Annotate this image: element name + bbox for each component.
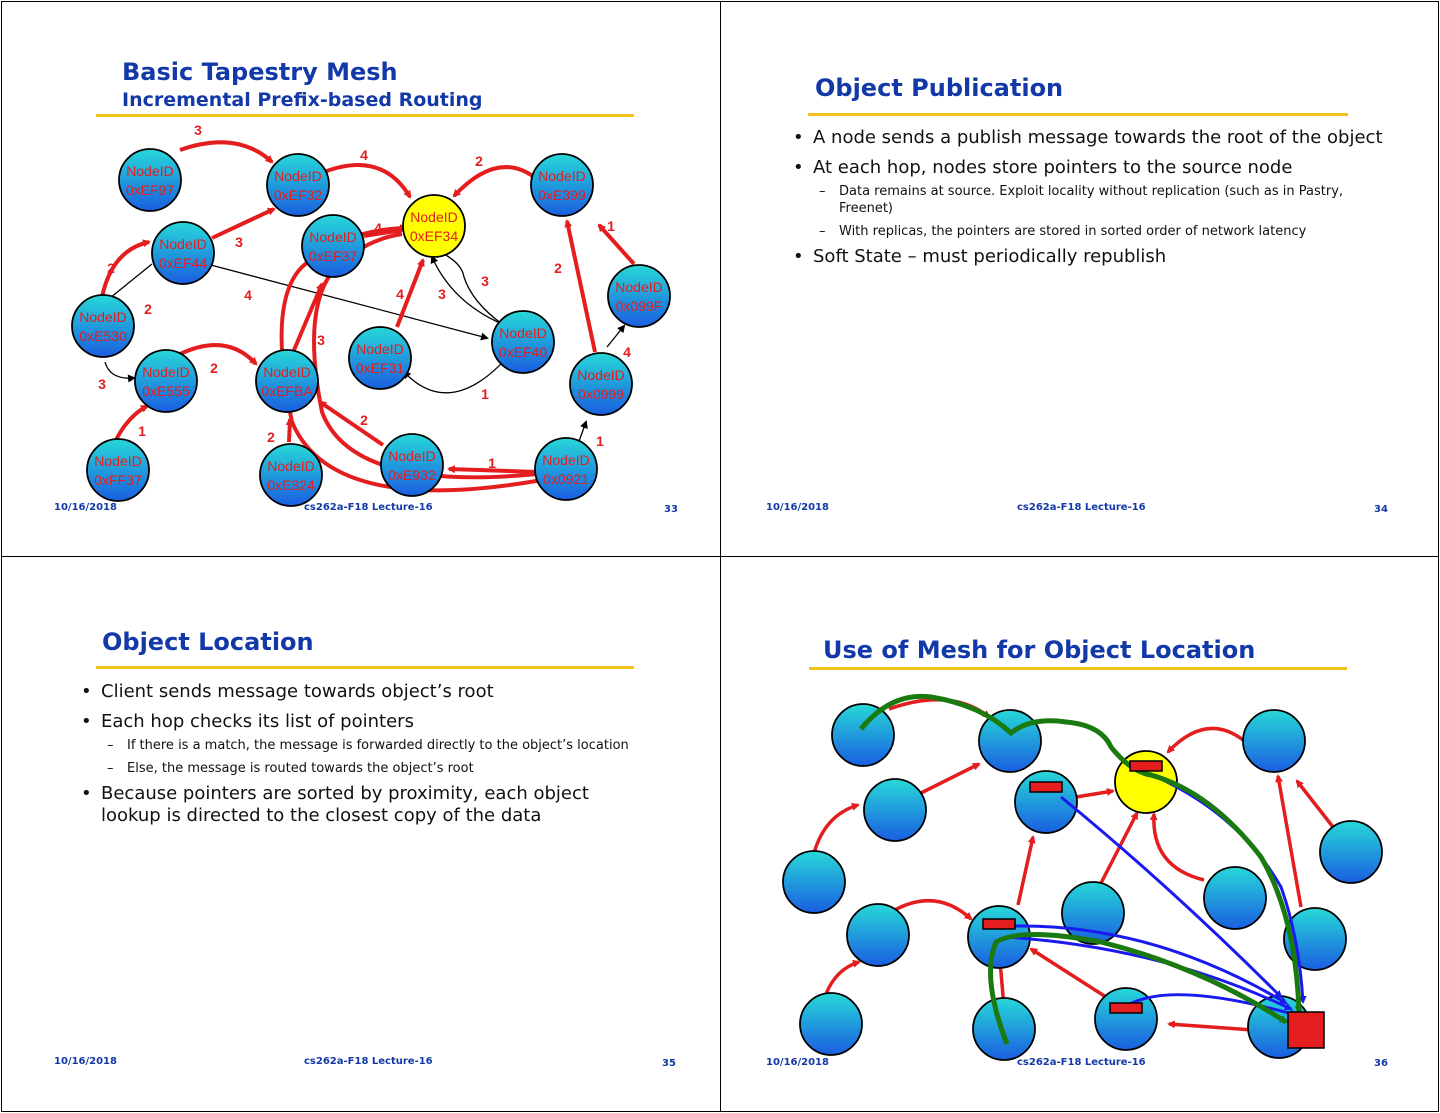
bullet-text: Client sends message towards object’s root: [101, 681, 494, 702]
bullet-item: [793, 246, 1393, 268]
title-rule: [96, 666, 634, 669]
edge-label: 4: [623, 344, 631, 360]
node-id: 0xEF32: [273, 187, 323, 203]
footer-course: cs262a-F18 Lecture-16: [1017, 502, 1146, 513]
node-id: 0xE399: [538, 187, 586, 203]
edge-label: 2: [554, 260, 562, 276]
mesh-node: [1204, 867, 1266, 929]
edge: [1169, 1024, 1253, 1030]
node-label: NodeID: [274, 168, 322, 184]
node-label: NodeID: [538, 168, 586, 184]
node-id: 0xEF34: [409, 228, 459, 244]
node-e932: [381, 434, 443, 496]
node-label: NodeID: [388, 448, 436, 464]
node-label: NodeID: [159, 236, 207, 252]
bullet-item: [793, 157, 1393, 179]
edge-label: 1: [488, 455, 496, 471]
sub-bullet-item: [793, 183, 1393, 217]
footer-date: 10/16/2018: [766, 502, 829, 513]
bullet-item: [81, 783, 636, 827]
sub-bullet-item: [81, 737, 636, 754]
edge-label: 2: [475, 153, 483, 169]
node-099f: [608, 265, 670, 327]
node-ef37: [302, 215, 364, 277]
node-id: 0xEF44: [158, 255, 208, 271]
edge-label: 2: [360, 412, 368, 428]
slide-title: Object Location: [102, 628, 314, 656]
sub-bullet-item: [81, 760, 636, 777]
node-ff37: [87, 439, 149, 501]
node-id: 0xFF37: [94, 472, 142, 488]
page-number: 35: [662, 1058, 676, 1069]
pointer-marker: [983, 919, 1015, 929]
node-ef40: [492, 311, 554, 373]
slide-title: Basic Tapestry Mesh: [122, 58, 398, 86]
node-ef97: [119, 149, 181, 211]
edge-label: 2: [144, 301, 152, 317]
footer-date: 10/16/2018: [54, 1056, 117, 1067]
mesh-node: [847, 904, 909, 966]
edge: [814, 805, 858, 853]
bullet-list: [81, 681, 636, 835]
pointer-marker: [1130, 761, 1162, 771]
footer-date: 10/16/2018: [766, 1057, 829, 1068]
mesh-node: [864, 779, 926, 841]
edge-label: 1: [596, 433, 604, 449]
edge-e324-efba: [289, 419, 290, 442]
bullet-text: At each hop, nodes store pointers to the source node: [813, 157, 1293, 178]
node-label: NodeID: [309, 229, 357, 245]
edge-ef97-ef32: [180, 142, 272, 162]
node-id: 0xEFBA: [261, 383, 313, 399]
node-id: 0x099F: [615, 298, 663, 314]
edge-099f-e399: [599, 225, 634, 264]
object-location-diagram: [721, 557, 1439, 1112]
slide-35: [1, 556, 721, 1112]
mesh-node: [783, 851, 845, 913]
edge: [1297, 781, 1333, 827]
edge-label: 4: [396, 286, 404, 302]
edge-e555-efba: [180, 345, 256, 364]
node-label: NodeID: [615, 279, 663, 295]
edge-label: 3: [481, 273, 489, 289]
edge-label: 3: [438, 286, 446, 302]
lookup-route: [861, 696, 1299, 1012]
edge-label: 1: [138, 423, 146, 439]
node-e555: [135, 350, 197, 412]
edge-e399-ef34: [454, 167, 534, 196]
slide-subtitle: Incremental Prefix-based Routing: [122, 89, 483, 111]
title-rule: [808, 113, 1348, 116]
edge-label: 1: [481, 386, 489, 402]
node-0921: [535, 438, 597, 500]
edge: [1018, 837, 1033, 905]
page-number: 33: [664, 504, 678, 515]
edge-ef44-ef32: [212, 209, 274, 238]
slide-36: [720, 556, 1439, 1112]
node-id: 0xEF37: [308, 248, 358, 264]
edge: [826, 962, 859, 994]
node-id: 0xE555: [142, 383, 190, 399]
node-ef34-root: [403, 195, 465, 257]
mesh-node: [832, 704, 894, 766]
node-label: NodeID: [263, 364, 311, 380]
node-id: 0x0999: [578, 386, 624, 402]
node-label: NodeID: [79, 309, 127, 325]
slide-34: [720, 1, 1439, 557]
node-label: NodeID: [542, 452, 590, 468]
bullet-item: [81, 681, 636, 703]
bullet-text: Because pointers are sorted by proximity, each object lookup is directed to the closest copy of the data: [101, 783, 589, 826]
footer-course: cs262a-F18 Lecture-16: [1017, 1057, 1146, 1068]
page-number: 34: [1374, 504, 1388, 515]
node-e399: [531, 154, 593, 216]
page-number: 36: [1374, 1058, 1388, 1069]
edge: [893, 901, 971, 919]
edge: [1099, 813, 1137, 887]
mesh-node: [1243, 710, 1305, 772]
edge-0999-e399: [567, 221, 595, 352]
slide-33: [1, 1, 721, 557]
sub-bullet-text: With replicas, the pointers are stored in sorted order of network latency: [839, 224, 1307, 239]
edge: [1076, 791, 1113, 797]
slide-title: Use of Mesh for Object Location: [823, 636, 1256, 664]
bullet-text: A node sends a publish message towards the root of the object: [813, 127, 1383, 148]
edge-label: 4: [244, 287, 252, 303]
node-id: 0x0921: [543, 471, 589, 487]
tapestry-mesh-diagram: [2, 2, 721, 557]
bullet-item: [793, 127, 1393, 149]
sub-bullet-text: If there is a match, the message is forwarded directly to the object’s location: [127, 738, 629, 753]
node-label: NodeID: [410, 209, 458, 225]
node-label: NodeID: [356, 341, 404, 357]
footer-course: cs262a-F18 Lecture-16: [304, 502, 433, 513]
nodes: [783, 704, 1382, 1060]
mesh-node: [800, 993, 862, 1055]
edge-label: 3: [317, 332, 325, 348]
bullet-list: [793, 127, 1393, 276]
node-0999: [570, 353, 632, 415]
node-id: 0xE932: [388, 467, 436, 483]
bullet-item: [81, 711, 636, 733]
node-label: NodeID: [142, 364, 190, 380]
node-ef44: [152, 222, 214, 284]
node-id: 0xEF40: [498, 344, 548, 360]
mesh-node: [1320, 821, 1382, 883]
edge-label: 2: [107, 260, 115, 276]
node-label: NodeID: [94, 453, 142, 469]
edge-label: 3: [235, 234, 243, 250]
sub-bullet-item: [793, 223, 1393, 240]
node-label: NodeID: [499, 325, 547, 341]
edge-ef32-ef34: [324, 165, 410, 197]
sub-bullet-text: Data remains at source. Exploit locality without replication (such as in Pastry, Freenet): [839, 184, 1344, 216]
edge-e530-e555: [105, 362, 134, 378]
node-label: NodeID: [126, 163, 174, 179]
edge-label: 4: [360, 147, 368, 163]
pointer-marker: [1110, 1003, 1142, 1013]
object-location-square: [1288, 1012, 1324, 1048]
node-id: 0xE324: [267, 477, 315, 493]
node-ef32: [267, 154, 329, 216]
edge-label: 3: [98, 376, 106, 392]
node-id: 0xEF31: [355, 360, 405, 376]
sub-bullet-text: Else, the message is routed towards the object’s root: [127, 761, 474, 776]
node-id: 0xE530: [79, 328, 127, 344]
node-id: 0xEF97: [125, 182, 175, 198]
edge: [921, 764, 979, 793]
node-label: NodeID: [267, 458, 315, 474]
edge-0999-099f: [607, 326, 624, 347]
edge: [1168, 728, 1243, 752]
edge-label: 4: [374, 220, 382, 236]
node-ef31: [349, 327, 411, 389]
edge: [1031, 949, 1106, 997]
slide-title: Object Publication: [815, 74, 1064, 102]
mesh-node: [979, 710, 1041, 772]
node-e324: [260, 444, 322, 506]
footer-course: cs262a-F18 Lecture-16: [304, 1056, 433, 1067]
edge-label: 2: [267, 429, 275, 445]
edge-label: 3: [194, 122, 202, 138]
node-efba: [256, 350, 318, 412]
footer-date: 10/16/2018: [54, 502, 117, 513]
bullet-text: Each hop checks its list of pointers: [101, 711, 414, 732]
pointer-marker: [1030, 782, 1062, 792]
node-e530: [72, 295, 134, 357]
bullet-text: Soft State – must periodically republish: [813, 246, 1167, 267]
node-label: NodeID: [577, 367, 625, 383]
edge-label: 2: [210, 360, 218, 376]
edge: [1154, 814, 1204, 880]
edge-label: 1: [607, 218, 615, 234]
